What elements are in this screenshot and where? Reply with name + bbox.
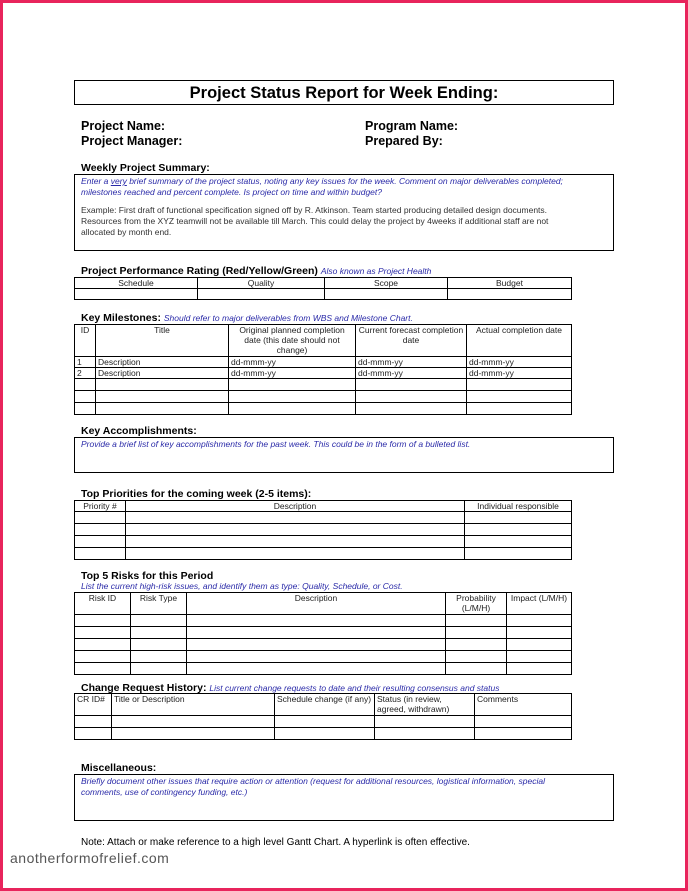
table-row[interactable] bbox=[75, 627, 572, 639]
table-row[interactable] bbox=[75, 536, 572, 548]
watermark: anotherformofrelief.com bbox=[10, 850, 170, 866]
milestone-forecast: dd-mmm-yy bbox=[356, 368, 467, 379]
summary-box[interactable] bbox=[74, 174, 614, 251]
prepared-by-label: Prepared By: bbox=[365, 134, 443, 148]
table-row[interactable] bbox=[75, 651, 572, 663]
table-row[interactable] bbox=[75, 716, 572, 728]
rating-col-schedule: Schedule bbox=[75, 278, 198, 289]
risk-col-id: Risk ID bbox=[75, 593, 131, 615]
milestone-title: Description bbox=[96, 357, 229, 368]
footer-note: Note: Attach or make reference to a high level Gantt Chart. A hyperlink is often effective. bbox=[81, 837, 470, 848]
rating-col-budget: Budget bbox=[448, 278, 572, 289]
table-row[interactable] bbox=[75, 368, 572, 379]
risk-col-impact: Impact (L/M/H) bbox=[507, 593, 572, 615]
table-row[interactable] bbox=[75, 728, 572, 740]
risks-heading: Top 5 Risks for this Period bbox=[81, 570, 214, 582]
accomplishments-instructions: Provide a brief list of key accomplishments for the past week. This could be in the form of a bulleted list. bbox=[81, 439, 471, 449]
milestone-actual: dd-mmm-yy bbox=[467, 357, 572, 368]
table-row[interactable] bbox=[75, 615, 572, 627]
table-row[interactable] bbox=[75, 403, 572, 415]
table-row[interactable] bbox=[75, 379, 572, 391]
table-row[interactable] bbox=[75, 663, 572, 675]
milestone-col-title: Title bbox=[96, 325, 229, 357]
misc-box[interactable] bbox=[74, 774, 614, 821]
milestone-id: 2 bbox=[75, 368, 96, 379]
rating-col-scope: Scope bbox=[325, 278, 448, 289]
accomplishments-box[interactable] bbox=[74, 437, 614, 473]
priority-col-description: Description bbox=[126, 501, 465, 512]
cr-col-id: CR ID# bbox=[75, 694, 112, 716]
priorities-heading: Top Priorities for the coming week (2-5 items): bbox=[81, 488, 312, 500]
milestone-id: 1 bbox=[75, 357, 96, 368]
risk-col-description: Description bbox=[187, 593, 446, 615]
cr-col-title: Title or Description bbox=[112, 694, 275, 716]
rating-col-quality: Quality bbox=[198, 278, 325, 289]
priority-col-responsible: Individual responsible bbox=[465, 501, 572, 512]
milestone-actual: dd-mmm-yy bbox=[467, 368, 572, 379]
rating-cell[interactable] bbox=[75, 289, 198, 300]
rating-cell[interactable] bbox=[325, 289, 448, 300]
milestone-title: Description bbox=[96, 368, 229, 379]
cr-col-comments: Comments bbox=[475, 694, 572, 716]
table-row[interactable] bbox=[75, 639, 572, 651]
misc-instructions: Briefly document other issues that require action or attention (request for additional resources, logistical information, special comments, use of contingency funding, etc.) bbox=[81, 776, 545, 797]
accomplishments-heading: Key Accomplishments: bbox=[81, 425, 197, 437]
risk-col-type: Risk Type bbox=[131, 593, 187, 615]
table-row[interactable] bbox=[75, 512, 572, 524]
summary-instructions: Enter a very brief summary of the project status, noting any key issues for the week. Comment on major deliverables completed; milestones reached and percent complete. Is project on time and within budget? bbox=[81, 176, 563, 197]
project-manager-label: Project Manager: bbox=[81, 134, 183, 148]
project-name-label: Project Name: bbox=[81, 119, 166, 133]
milestones-table bbox=[74, 324, 572, 415]
cr-col-schedule: Schedule change (if any) bbox=[275, 694, 375, 716]
table-row[interactable] bbox=[75, 357, 572, 368]
risk-col-probability: Probability (L/M/H) bbox=[446, 593, 507, 615]
milestones-heading: Key Milestones: Should refer to major deliverables from WBS and Milestone Chart. bbox=[81, 312, 413, 324]
misc-heading: Miscellaneous: bbox=[81, 762, 157, 774]
rating-cell[interactable] bbox=[448, 289, 572, 300]
rating-cell[interactable] bbox=[198, 289, 325, 300]
risks-table bbox=[74, 592, 572, 675]
summary-example: Example: First draft of functional specification signed off by R. Atkinson. Team started producing detailed design documents. Resources from the XYZ teamwill not be available till March. This could delay the project by 4weeks if additional staff are not allocated by month end. bbox=[81, 205, 549, 237]
rating-table bbox=[74, 277, 572, 300]
cr-col-status: Status (in review, agreed, withdrawn) bbox=[375, 694, 475, 716]
rating-heading: Project Performance Rating (Red/Yellow/Green) Also known as Project Health bbox=[81, 265, 432, 277]
priority-col-number: Priority # bbox=[75, 501, 126, 512]
priorities-table bbox=[74, 500, 572, 560]
milestone-col-actual: Actual completion date bbox=[467, 325, 572, 357]
report-title: Project Status Report for Week Ending: bbox=[74, 80, 614, 105]
table-row[interactable] bbox=[75, 548, 572, 560]
milestone-col-planned: Original planned completion date (this date should not change) bbox=[229, 325, 356, 357]
change-requests-table bbox=[74, 693, 572, 740]
milestone-col-forecast: Current forecast completion date bbox=[356, 325, 467, 357]
summary-heading: Weekly Project Summary: bbox=[81, 162, 210, 174]
risks-instructions: List the current high-risk issues, and identify them as type: Quality, Schedule, or Cost. bbox=[81, 581, 403, 591]
milestone-col-id: ID bbox=[75, 325, 96, 357]
program-name-label: Program Name: bbox=[365, 119, 459, 133]
milestone-planned: dd-mmm-yy bbox=[229, 368, 356, 379]
table-row[interactable] bbox=[75, 524, 572, 536]
milestone-planned: dd-mmm-yy bbox=[229, 357, 356, 368]
table-row[interactable] bbox=[75, 391, 572, 403]
change-requests-heading: Change Request History: List current change requests to date and their resulting consensus and status bbox=[81, 682, 500, 694]
milestone-forecast: dd-mmm-yy bbox=[356, 357, 467, 368]
